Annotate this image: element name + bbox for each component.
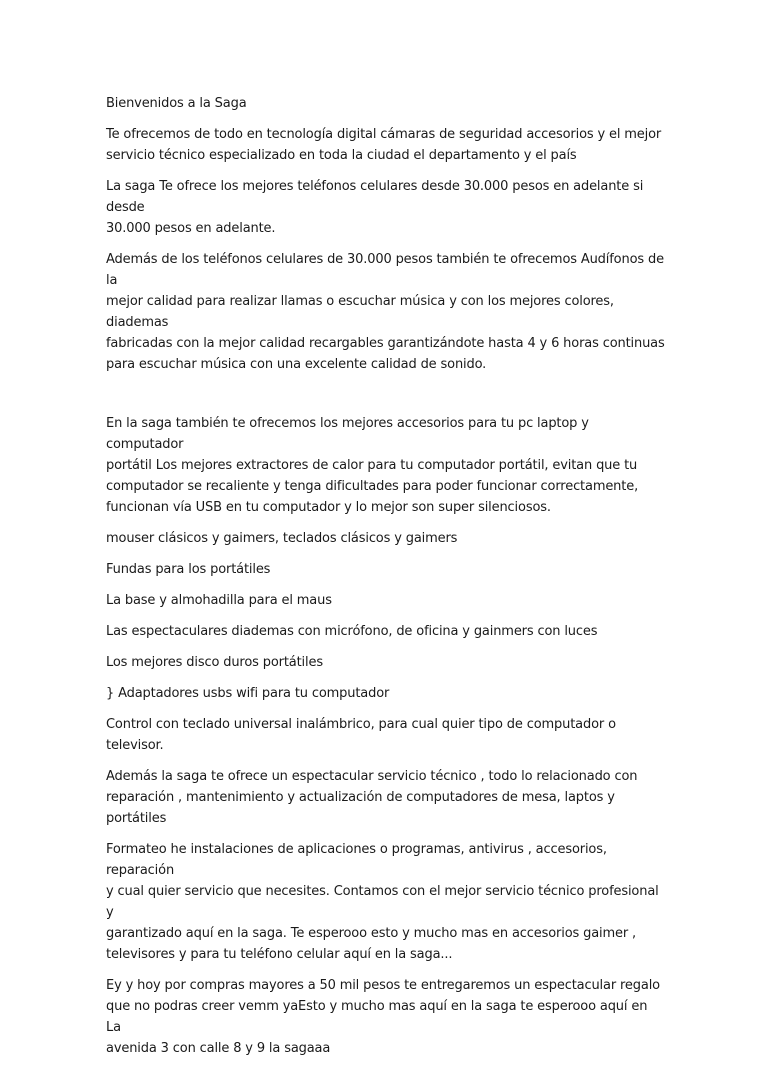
list-item-headsets: Las espectaculares diademas con micrófono, de oficina y gainmers con luces <box>106 624 598 639</box>
list-item-remote-keyboard: Control con teclado universal inalámbrico, para cual quier tipo de computador o televisor. <box>106 717 616 753</box>
promo-paragraph: Ey y hoy por compras mayores a 50 mil pesos te entregaremos un espectacular regalo que no podras creer vemm yaEsto y mucho mas aquí en la saga te esperooo aquí en La avenida 3 con calle 8 y 9 la sagaaa <box>106 978 660 1056</box>
phones-paragraph: La saga Te ofrece los mejores teléfonos celulares desde 30.000 pesos en adelante si desde 30.000 pesos en adelante. <box>106 179 644 236</box>
list-item-wifi-adapters: } Adaptadores usbs wifi para tu computador <box>106 686 390 701</box>
service-paragraph: Además la saga te ofrece un espectacular servicio técnico , todo lo relacionado con reparación , mantenimiento y actualización de computadores de mesa, laptos y portátiles <box>106 769 638 826</box>
heading-paragraph: Bienvenidos a la Saga <box>106 96 247 111</box>
list-item-hard-drives: Los mejores disco duros portátiles <box>106 655 323 670</box>
headphones-paragraph: Además de los teléfonos celulares de 30.000 pesos también te ofrecemos Audífonos de la mejor calidad para realizar llamas o escuchar música y con los mejores colores, diademas fabricadas con la mejor calidad recargables garantizándote hasta 4 y 6 horas continuas para escuchar música con una excelente calidad de sonido. <box>106 252 665 372</box>
intro-paragraph: Te ofrecemos de todo en tecnología digital cámaras de seguridad accesorios y el mejor servicio técnico especializado en toda la ciudad el departamento y el país <box>106 127 662 163</box>
document-body <box>106 93 666 1069</box>
accessories-paragraph: En la saga también te ofrecemos los mejores accesorios para tu pc laptop y computador portátil Los mejores extractores de calor para tu computador portátil, evitan que tu computador se recaliente y tenga dificultades para poder funcionar correctamente, funcionan vía USB en tu computador y lo mejor son super silenciosos. <box>106 416 639 515</box>
list-item-mousepad: La base y almohadilla para el maus <box>106 593 332 608</box>
formatting-paragraph: Formateo he instalaciones de aplicaciones o programas, antivirus , accesorios, reparación y cual quier servicio que necesites. Contamos con el mejor servicio técnico profesional y garantizado aquí en la saga. Te esperooo esto y mucho mas en accesorios gaimer , televisores y para tu teléfono celular aquí en la saga... <box>106 842 659 962</box>
list-item-mouse: mouser clásicos y gaimers, teclados clásicos y gaimers <box>106 531 458 546</box>
list-item-cases: Fundas para los portátiles <box>106 562 271 577</box>
